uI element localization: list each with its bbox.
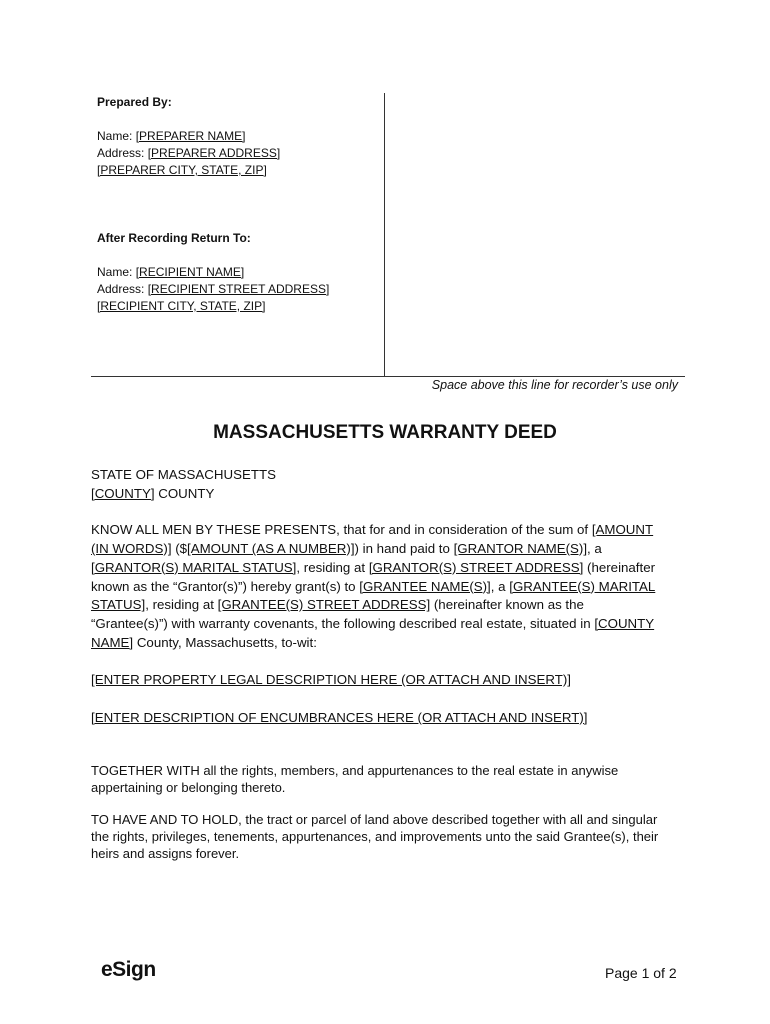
grantor-address-field[interactable]: [GRANTOR(S) STREET ADDRESS] xyxy=(368,559,584,575)
county-name-field[interactable]: [COUNTY NAME] xyxy=(91,615,655,650)
county-line xyxy=(91,485,661,504)
preparer-name-label: Name: xyxy=(97,129,133,143)
preparer-name-field[interactable]: [PREPARER NAME] xyxy=(135,129,246,143)
preparer-block xyxy=(97,94,377,315)
grantee-address-field[interactable]: [GRANTEE(S) STREET ADDRESS] xyxy=(217,597,431,613)
recorder-horizontal-divider xyxy=(91,376,685,377)
recipient-address-label: Address: xyxy=(97,282,145,296)
recorder-note: Space above this line for recorder’s use only xyxy=(431,378,678,392)
recipient-address-line xyxy=(97,281,377,298)
to-have-paragraph: TO HAVE AND TO HOLD, the tract or parcel of land above described together with all and singular the rights, privileges, tenements, appurtenances, and improvements unto the said Grantee(s), their heirs and assigns forever. xyxy=(91,811,659,861)
know-text-9: (hereinafter known as the “Grantee(s)”) with warranty covenants, the following described real estate, situated in xyxy=(91,597,595,631)
amount-words-field[interactable]: [AMOUNT (IN WORDS)] xyxy=(91,522,654,557)
encumbrances-field[interactable]: [ENTER DESCRIPTION OF ENCUMBRANCES HERE (OR ATTACH AND INSERT)] xyxy=(91,710,588,726)
know-text-4: , a xyxy=(587,541,602,557)
know-text-6: (hereinafter known as the “Grantor(s)”) hereby grant(s) to xyxy=(91,559,656,594)
together-with-paragraph: TOGETHER WITH all the rights, members, and appurtenances to the real estate in anywise appertaining or belonging thereto. xyxy=(91,762,619,795)
legal-description-field[interactable]: [ENTER PROPERTY LEGAL DESCRIPTION HERE (OR ATTACH AND INSERT)] xyxy=(91,672,572,688)
grantor-marital-status-field[interactable]: [GRANTOR(S) MARITAL STATUS] xyxy=(91,559,297,575)
know-text-1: KNOW ALL MEN BY THESE PRESENTS, that for and in consideration of the sum of xyxy=(91,522,592,538)
recipient-address-field[interactable]: [RECIPIENT STREET ADDRESS] xyxy=(147,282,330,296)
preparer-address-label: Address: xyxy=(97,146,145,160)
amount-number-field[interactable]: [AMOUNT (AS A NUMBER)] xyxy=(187,541,355,557)
recipient-name-field[interactable]: [RECIPIENT NAME] xyxy=(135,265,245,279)
know-text-5: , residing at xyxy=(296,559,369,575)
know-all-men-paragraph xyxy=(91,521,661,652)
county-field[interactable]: [COUNTY] xyxy=(91,485,155,501)
prepared-by-heading: Prepared By: xyxy=(97,95,172,109)
recipient-city-field[interactable]: [RECIPIENT CITY, STATE, ZIP] xyxy=(97,299,266,313)
page-number: Page 1 of 2 xyxy=(605,965,677,981)
grantee-name-field[interactable]: [GRANTEE NAME(S)] xyxy=(359,578,491,594)
know-text-3: ) in hand paid to xyxy=(354,541,454,557)
preparer-address-field[interactable]: [PREPARER ADDRESS] xyxy=(147,146,281,160)
recorder-vertical-divider xyxy=(384,93,385,377)
preparer-city-field[interactable]: [PREPARER CITY, STATE, ZIP] xyxy=(97,163,267,177)
esign-logo: eSign xyxy=(101,958,156,981)
recipient-name-line xyxy=(97,264,377,281)
know-text-2: ($ xyxy=(171,541,188,557)
grantor-name-field[interactable]: [GRANTOR NAME(S)] xyxy=(453,541,588,557)
know-text-10: County, Massachusetts, to-wit: xyxy=(133,634,317,650)
know-text-7: , a xyxy=(490,578,510,594)
preparer-name-line xyxy=(97,128,377,145)
recipient-name-label: Name: xyxy=(97,265,133,279)
return-to-heading: After Recording Return To: xyxy=(97,231,251,245)
state-line: STATE OF MASSACHUSETTS xyxy=(91,467,276,482)
preparer-address-line xyxy=(97,145,377,162)
county-suffix: COUNTY xyxy=(154,485,215,501)
deed-body xyxy=(91,466,661,862)
know-text-8: , residing at xyxy=(145,597,218,613)
grantee-marital-status-field[interactable]: [GRANTEE(S) MARITAL STATUS] xyxy=(91,578,656,613)
document-title: MASSACHUSETTS WARRANTY DEED xyxy=(213,422,557,443)
